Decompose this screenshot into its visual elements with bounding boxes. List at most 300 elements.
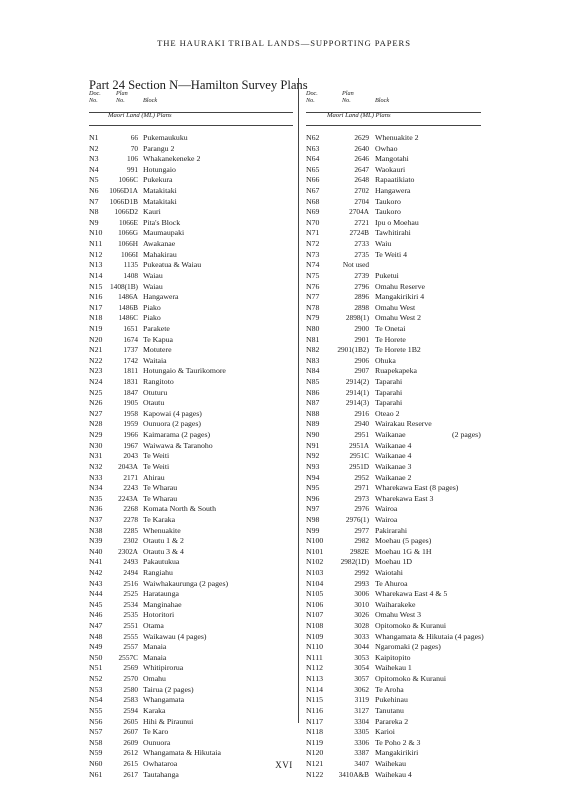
- table-row: [89, 770, 294, 781]
- doc-number: N12: [89, 249, 103, 259]
- block-name: Hangawera: [375, 186, 411, 196]
- doc-number: N52: [89, 674, 103, 684]
- block-name: Kauri: [143, 207, 161, 217]
- plan-number: 3026: [354, 610, 369, 620]
- plan-number: 3407: [354, 758, 369, 768]
- block-name: Waikanae 3: [375, 461, 412, 471]
- block-name: Harataunga: [143, 589, 179, 599]
- block-name: Otautu 3 & 4: [143, 546, 184, 556]
- block-name: Hotungaio: [143, 164, 176, 174]
- plan-number: 991: [127, 164, 138, 174]
- doc-number: N92: [306, 451, 320, 461]
- doc-number: N104: [306, 578, 324, 588]
- plan-number: 2704A: [349, 207, 369, 217]
- doc-number: N36: [89, 504, 103, 514]
- table-row: [306, 377, 486, 388]
- plan-number: 1066D2: [114, 207, 138, 217]
- block-name: Pukekura: [143, 175, 173, 185]
- doc-number: N67: [306, 186, 320, 196]
- doc-number: N65: [306, 164, 320, 174]
- block-name: Wairoa: [375, 504, 398, 514]
- table-row: [306, 462, 486, 473]
- doc-number: N86: [306, 387, 320, 397]
- block-name: Ipu o Moehau: [375, 217, 419, 227]
- plan-number: 2570: [123, 674, 138, 684]
- doc-number: N118: [306, 727, 324, 737]
- plan-number: 1905: [123, 398, 138, 408]
- doc-number: N43: [89, 578, 103, 588]
- plan-number: 2617: [123, 769, 138, 779]
- block-name: Hihi & Piraunui: [143, 716, 194, 726]
- table-row: [89, 610, 294, 621]
- doc-number: N107: [306, 610, 324, 620]
- plan-number: 2557C: [118, 652, 138, 662]
- doc-number: N98: [306, 514, 320, 524]
- plan-number: 2982E: [349, 546, 369, 556]
- table-row: [306, 324, 486, 335]
- block-name: Parangu 2: [143, 143, 175, 153]
- doc-number: N66: [306, 175, 320, 185]
- block-name: Opitomoko & Kuranui: [375, 674, 447, 684]
- block-name: Te Horete: [375, 334, 406, 344]
- doc-number: N10: [89, 228, 103, 238]
- block-name: Waiu: [375, 239, 392, 249]
- table-row: [89, 706, 294, 717]
- block-name: Kapowai (4 pages): [143, 408, 202, 418]
- table-row: [306, 653, 486, 664]
- plan-number: 2914(2): [345, 377, 369, 387]
- plan-number: 1066D1A: [109, 186, 138, 196]
- doc-number: N87: [306, 398, 320, 408]
- doc-number: N63: [306, 143, 320, 153]
- block-name: Wharekawa East 4 & 5: [375, 589, 448, 599]
- plan-number: 2278: [123, 514, 138, 524]
- plan-number: 1966: [123, 430, 138, 440]
- doc-number: N109: [306, 631, 324, 641]
- plan-number: 66: [130, 133, 138, 142]
- block-name: Pakirarahi: [375, 525, 408, 535]
- doc-number: N120: [306, 748, 324, 758]
- block-name: Whitipirorua: [143, 663, 184, 673]
- table-row: [306, 717, 486, 728]
- block-name: Waiharakeke: [375, 599, 416, 609]
- table-row: [306, 144, 486, 155]
- doc-number: N64: [306, 154, 320, 164]
- table-row: [89, 579, 294, 590]
- plan-number: 2951: [354, 430, 369, 440]
- column-headers: [306, 91, 486, 111]
- doc-number: N80: [306, 323, 320, 333]
- block-name: Mangakirikiri 4: [375, 292, 425, 302]
- doc-number: N84: [306, 366, 320, 376]
- doc-number: N21: [89, 345, 103, 355]
- doc-number: N13: [89, 260, 103, 270]
- table-row: [89, 398, 294, 409]
- table-row: [306, 621, 486, 632]
- block-name: Piako: [143, 313, 161, 323]
- doc-number: N114: [306, 684, 324, 694]
- plan-number: 2043: [123, 451, 138, 461]
- table-row: [306, 239, 486, 250]
- table-row: [89, 388, 294, 399]
- table-row: [306, 695, 486, 706]
- doc-number: N7: [89, 196, 99, 206]
- running-head: THE HAURAKI TRIBAL LANDS—SUPPORTING PAPERS: [157, 38, 411, 48]
- block-name: Waokauri: [375, 164, 406, 174]
- table-row: [89, 175, 294, 186]
- table-row: [306, 589, 486, 600]
- plan-number: 2704: [354, 196, 369, 206]
- doc-number: N4: [89, 164, 99, 174]
- table-row: [306, 706, 486, 717]
- block-name: Pukeatua & Waiau: [143, 260, 202, 270]
- block-name: Waitaia: [143, 355, 167, 365]
- table-row: [89, 144, 294, 155]
- table-row: [306, 282, 486, 293]
- plan-number: 2971: [354, 483, 369, 493]
- left-rows: [89, 133, 294, 780]
- table-row: [306, 473, 486, 484]
- plan-number: 2648: [354, 175, 369, 185]
- table-row: [306, 271, 486, 282]
- page-number: XVI: [275, 760, 293, 770]
- plan-number: 2516: [123, 578, 138, 588]
- table-row: [89, 717, 294, 728]
- doc-number: N15: [89, 281, 103, 291]
- plan-number: 2583: [123, 695, 138, 705]
- block-name: Ounuora (2 pages): [143, 419, 202, 429]
- table-row: [89, 228, 294, 239]
- block-name: Taparahi: [375, 398, 403, 408]
- plan-number: 2534: [123, 599, 138, 609]
- block-name: Tanutanu: [375, 705, 404, 715]
- table-row: [89, 377, 294, 388]
- block-name: Waihekau 1: [375, 663, 412, 673]
- doc-number: N103: [306, 567, 324, 577]
- table-row: [89, 356, 294, 367]
- table-row: [306, 674, 486, 685]
- block-name: Awakanae: [143, 239, 176, 249]
- table-row: [89, 430, 294, 441]
- doc-number: N17: [89, 302, 103, 312]
- table-row: [306, 451, 486, 462]
- table-row: [89, 282, 294, 293]
- table-row: [306, 218, 486, 229]
- plan-number: 3006: [354, 589, 369, 599]
- part-title: Part 24 Section N—Hamilton Survey Plans: [89, 78, 308, 92]
- plan-number: 2940: [354, 419, 369, 429]
- doc-number: N40: [89, 546, 103, 556]
- plan-number: 1742: [123, 355, 138, 365]
- block-name: Oteao 2: [375, 408, 400, 418]
- table-row: [306, 685, 486, 696]
- block-header: Block: [143, 96, 158, 104]
- table-row: [89, 674, 294, 685]
- doc-number: N119: [306, 737, 324, 747]
- doc-number: N55: [89, 705, 103, 715]
- table-row: [89, 260, 294, 271]
- doc-number: N62: [306, 133, 320, 142]
- table-row: [306, 770, 486, 781]
- plan-number: 3057: [354, 674, 369, 684]
- block-name: Owhataroa: [143, 758, 178, 768]
- plan-number: 2977: [354, 525, 369, 535]
- table-row: [306, 663, 486, 674]
- table-row: [306, 547, 486, 558]
- doc-number: N60: [89, 758, 103, 768]
- plan-number: 2724B: [349, 228, 369, 238]
- plan-number: 2640: [354, 143, 369, 153]
- doc-number: N20: [89, 334, 103, 344]
- doc-number: N105: [306, 589, 324, 599]
- block-name: Rapaatikiato: [375, 175, 415, 185]
- plan-number: 1651: [123, 323, 138, 333]
- block-name: Hotoritori: [143, 610, 175, 620]
- doc-number: N82: [306, 345, 320, 355]
- doc-number: N96: [306, 493, 320, 503]
- block-name: Waiwawa & Taranoho: [143, 440, 213, 450]
- plan-number: 2914(3): [345, 398, 369, 408]
- table-row: [306, 536, 486, 547]
- doc-number: N1: [89, 133, 99, 142]
- maori-land-label: Maori Land (ML) Plans: [327, 112, 391, 119]
- table-row: [306, 632, 486, 643]
- block-name: Rangiahu: [143, 567, 173, 577]
- doc-header: Doc. No.: [306, 90, 318, 104]
- block-name: Manaia: [143, 652, 167, 662]
- doc-number: N23: [89, 366, 103, 376]
- doc-number: N78: [306, 302, 320, 312]
- doc-number: N116: [306, 705, 324, 715]
- plan-number: 2605: [123, 716, 138, 726]
- doc-number: N41: [89, 557, 103, 567]
- plan-number: 1959: [123, 419, 138, 429]
- block-name: Waihekau: [375, 758, 406, 768]
- block-name: Mahakirau: [143, 249, 177, 259]
- table-row: [306, 748, 486, 759]
- doc-number: N42: [89, 567, 103, 577]
- block-name: Tautahanga: [143, 769, 179, 779]
- plan-number: 3044: [354, 642, 369, 652]
- doc-number: N18: [89, 313, 103, 323]
- block-name: Maumaupaki: [143, 228, 185, 238]
- block-name: Pita's Block: [143, 217, 181, 227]
- left-column: [89, 91, 294, 780]
- doc-number: N50: [89, 652, 103, 662]
- doc-number: N74: [306, 260, 320, 270]
- table-row: [89, 557, 294, 568]
- block-name: Parareka 2: [375, 716, 409, 726]
- plan-number: 3127: [354, 705, 369, 715]
- block-name: Karaka: [143, 705, 166, 715]
- table-row: [306, 228, 486, 239]
- table-row: [306, 250, 486, 261]
- table-row: [89, 685, 294, 696]
- block-name: Whakanekeneke 2: [143, 154, 201, 164]
- block-name: Otuturu: [143, 387, 168, 397]
- doc-number: N113: [306, 674, 324, 684]
- table-row: [89, 642, 294, 653]
- block-name: Waikanae: [375, 430, 406, 440]
- block-name: Motutere: [143, 345, 172, 355]
- block-name: Manginahae: [143, 599, 182, 609]
- doc-number: N79: [306, 313, 320, 323]
- plan-number: 3033: [354, 631, 369, 641]
- block-name: Opitomoko & Kuranui: [375, 621, 447, 631]
- block-name: Rangitoto: [143, 377, 174, 387]
- table-row: [89, 165, 294, 176]
- block-name: Matakitaki: [143, 196, 177, 206]
- table-row: [306, 356, 486, 367]
- table-row: [89, 748, 294, 759]
- plan-number: 106: [127, 154, 138, 164]
- plan-number: 1408(1B): [110, 281, 138, 291]
- table-row: [306, 526, 486, 537]
- block-name: Matakitaki: [143, 186, 177, 196]
- block-name: Moehau (5 pages): [375, 536, 432, 546]
- table-row: [306, 175, 486, 186]
- plan-number: 3305: [354, 727, 369, 737]
- doc-number: N16: [89, 292, 103, 302]
- table-row: [306, 600, 486, 611]
- table-row: [89, 335, 294, 346]
- block-name: Te Kapua: [143, 334, 173, 344]
- block-name: Owhao: [375, 143, 398, 153]
- doc-number: N31: [89, 451, 103, 461]
- block-name: Tairua (2 pages): [143, 684, 194, 694]
- doc-number: N117: [306, 716, 324, 726]
- doc-number: N47: [89, 621, 103, 631]
- plan-number: 2916: [354, 408, 369, 418]
- block-name: Te Weiti: [143, 451, 170, 461]
- block-name: Parakete: [143, 323, 170, 333]
- table-row: [89, 197, 294, 208]
- table-row: [306, 409, 486, 420]
- plan-number: 2647: [354, 164, 369, 174]
- plan-number: 2525: [123, 589, 138, 599]
- block-name: Komata North & South: [143, 504, 216, 514]
- plan-number: 1811: [123, 366, 138, 376]
- plan-number: 1486A: [118, 292, 138, 302]
- plan-header: Plan No.: [342, 90, 354, 104]
- doc-number: N106: [306, 599, 324, 609]
- block-name: Whangamata & Hikutaia (4 pages): [375, 631, 484, 641]
- doc-number: N94: [306, 472, 320, 482]
- block-name: Otautu 1 & 2: [143, 536, 184, 546]
- table-row: [89, 133, 294, 144]
- plan-number: 3119: [354, 695, 369, 705]
- table-row: [306, 154, 486, 165]
- doc-number: N75: [306, 270, 320, 280]
- doc-number: N111: [306, 652, 323, 662]
- plan-number: 2906: [354, 355, 369, 365]
- doc-number: N9: [89, 217, 99, 227]
- plan-number: 2594: [123, 705, 138, 715]
- plan-number: 2739: [354, 270, 369, 280]
- plan-number: 2951D: [349, 461, 369, 471]
- table-row: [89, 526, 294, 537]
- table-row: [89, 621, 294, 632]
- plan-number: 1066I: [120, 249, 138, 259]
- plan-number: 1958: [123, 408, 138, 418]
- table-row: [306, 727, 486, 738]
- doc-number: N32: [89, 461, 103, 471]
- block-name: Te Karo: [143, 727, 169, 737]
- plan-number: 2268: [123, 504, 138, 514]
- table-row: [89, 663, 294, 674]
- block-name: Puketui: [375, 270, 399, 280]
- plan-number: 2551: [123, 621, 138, 631]
- block-name: Whangamata & Hikutaia: [143, 748, 221, 758]
- doc-number: N99: [306, 525, 320, 535]
- doc-number: N95: [306, 483, 320, 493]
- doc-number: N14: [89, 270, 103, 280]
- plan-number: 70: [130, 143, 138, 153]
- plan-number: 1674: [123, 334, 138, 344]
- block-name: Te Wharau: [143, 483, 178, 493]
- plan-number: 2612: [123, 748, 138, 758]
- table-row: [306, 483, 486, 494]
- block-name: Taukoro: [375, 207, 401, 217]
- block-name: Moehau 1G & 1H: [375, 546, 432, 556]
- doc-number: N49: [89, 642, 103, 652]
- block-name: Kaimarama (2 pages): [143, 430, 211, 440]
- block-name: Waiau: [143, 281, 163, 291]
- plan-number: 2555: [123, 631, 138, 641]
- table-row: [89, 504, 294, 515]
- table-row: [306, 303, 486, 314]
- table-row: [89, 536, 294, 547]
- block-name: Te Wharau: [143, 493, 178, 503]
- table-row: [89, 653, 294, 664]
- subheader-rule: [89, 125, 293, 126]
- doc-number: N73: [306, 249, 320, 259]
- plan-number: 2493: [123, 557, 138, 567]
- table-row: [306, 430, 486, 441]
- table-row: [89, 494, 294, 505]
- doc-number: N25: [89, 387, 103, 397]
- plan-number: 2302A: [118, 546, 138, 556]
- plan-number: 1408: [123, 270, 138, 280]
- block-name: Whangamata: [143, 695, 185, 705]
- doc-number: N110: [306, 642, 324, 652]
- right-column: [306, 91, 486, 780]
- doc-number: N77: [306, 292, 320, 302]
- table-row: [306, 579, 486, 590]
- table-row: [306, 260, 486, 271]
- plan-number: 2721: [354, 217, 369, 227]
- plan-number: 1737: [123, 345, 138, 355]
- plan-number: 2243A: [118, 493, 138, 503]
- doc-number: N19: [89, 323, 103, 333]
- block-name: Omahu West 2: [375, 313, 422, 323]
- block-name: Pukemaukuku: [143, 133, 188, 142]
- block-name: Waikanae 2: [375, 472, 412, 482]
- doc-number: N51: [89, 663, 103, 673]
- table-row: [89, 600, 294, 611]
- table-row: [89, 695, 294, 706]
- doc-number: N115: [306, 695, 324, 705]
- doc-number: N89: [306, 419, 320, 429]
- table-row: [89, 366, 294, 377]
- doc-number: N3: [89, 154, 99, 164]
- block-name: Otautu: [143, 398, 165, 408]
- doc-number: N38: [89, 525, 103, 535]
- subheader-rule: [306, 125, 481, 126]
- plan-number: 3410A&B: [338, 769, 369, 779]
- table-row: [306, 388, 486, 399]
- table-row: [89, 462, 294, 473]
